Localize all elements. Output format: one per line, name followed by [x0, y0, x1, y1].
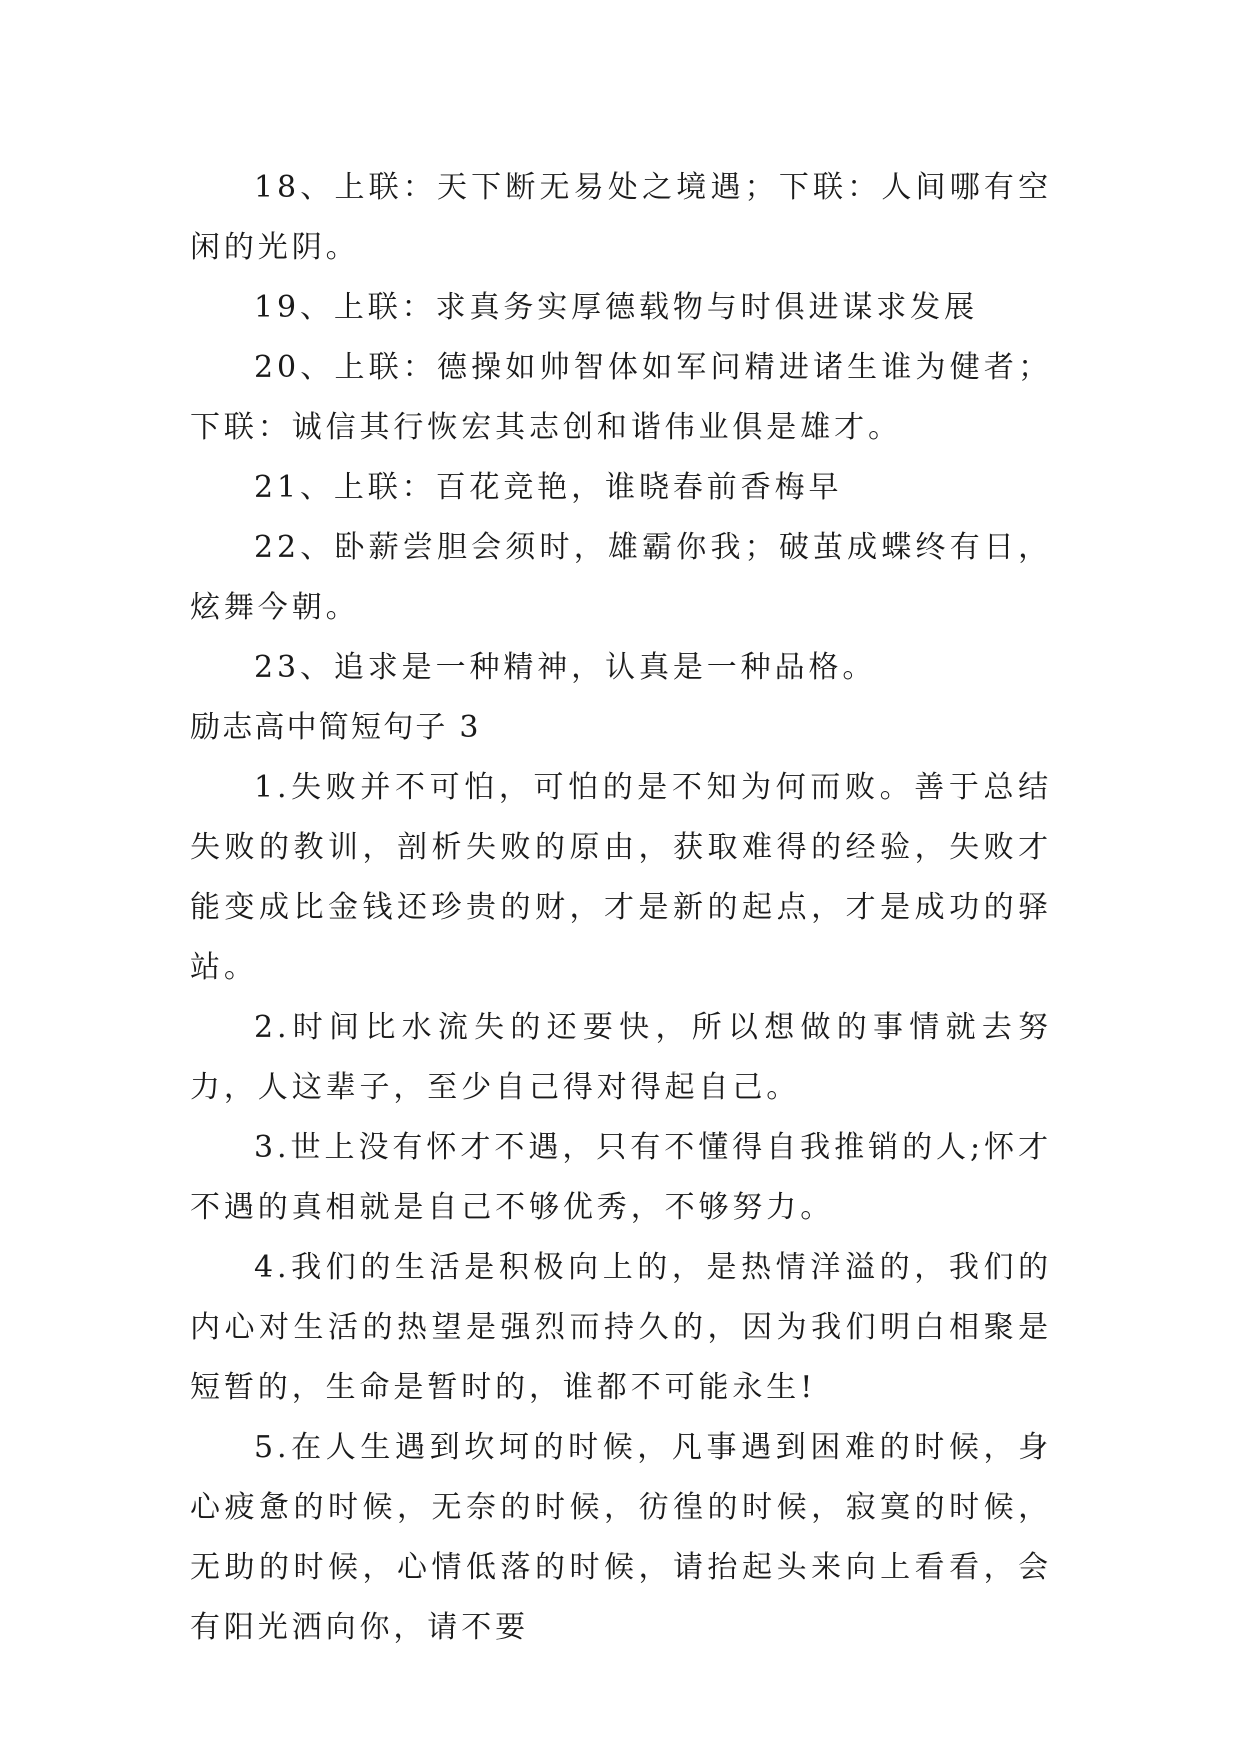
paragraph-sentence-1: 1.失败并不可怕，可怕的是不知为何而败。善于总结失败的教训，剖析失败的原由，获取难得的经验，失败才能变成比金钱还珍贵的财，才是新的起点，才是成功的驿站。: [190, 770, 1052, 985]
document-body: [190, 158, 1052, 1658]
paragraph-couplet-21: 21、上联：百花竞艳，谁晓春前香梅早: [254, 470, 843, 505]
paragraph-couplet-23: 23、追求是一种精神，认真是一种品格。: [254, 650, 877, 685]
section-heading: 励志高中简短句子 3: [190, 710, 481, 745]
paragraph-couplet-20: 20、上联：德操如帅智体如军问精进诸生谁为健者；下联：诚信其行恢宏其志创和谐伟业俱是雄才。: [190, 350, 1052, 445]
paragraph-couplet-18: 18、上联：天下断无易处之境遇；下联：人间哪有空闲的光阴。: [190, 170, 1052, 265]
paragraph-sentence-3: 3.世上没有怀才不遇，只有不懂得自我推销的人;怀才不遇的真相就是自己不够优秀，不够努力。: [190, 1130, 1052, 1225]
paragraph-sentence-5: 5.在人生遇到坎坷的时候，凡事遇到困难的时候，身心疲惫的时候，无奈的时候，彷徨的时候，寂寞的时候，无助的时候，心情低落的时候，请抬起头来向上看看，会有阳光洒向你，请不要: [190, 1430, 1052, 1645]
paragraph-couplet-19: 19、上联：求真务实厚德载物与时俱进谋求发展: [254, 290, 978, 325]
paragraph-sentence-4: 4.我们的生活是积极向上的，是热情洋溢的，我们的内心对生活的热望是强烈而持久的，因为我们明白相聚是短暂的，生命是暂时的，谁都不可能永生!: [190, 1250, 1052, 1405]
paragraph-couplet-22: 22、卧薪尝胆会须时，雄霸你我；破茧成蝶终有日，炫舞今朝。: [190, 530, 1052, 625]
paragraph-sentence-2: 2.时间比水流失的还要快，所以想做的事情就去努力，人这辈子，至少自己得对得起自己。: [190, 1010, 1052, 1105]
